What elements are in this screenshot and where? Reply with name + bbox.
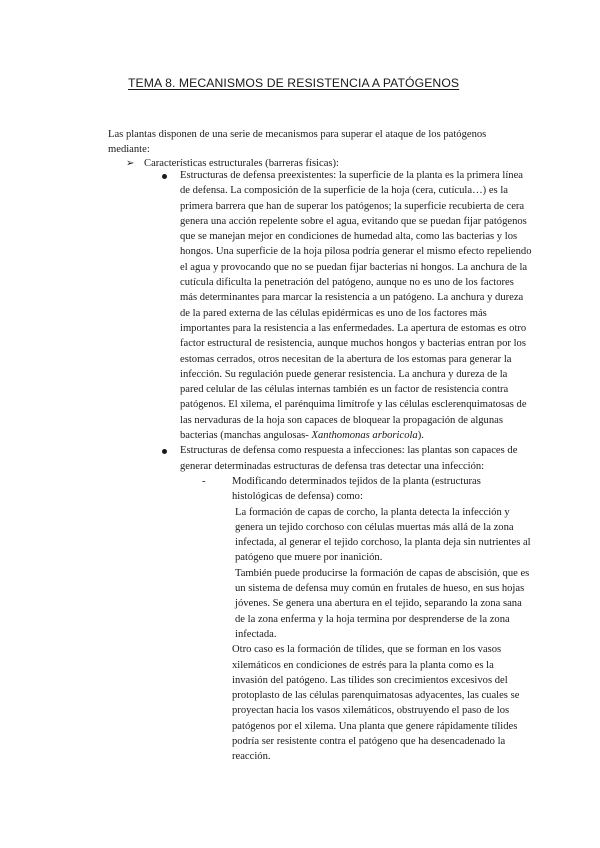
bullet-body: Estructuras de defensa preexistentes: la superficie de la planta es la primera línea de defensa. La composición de la superficie de la hoja (cera, cutícula…) es la primera barrera que han de superar los patógenos; la superficie recubierta de cera genera una acción repelente sobre el agua, evitando que se puedan fijar patógenos que se manejan mejor en condiciones de humedad alta, como las bacterias y los hongos. Una superficie de la hoja pilosa podría generar el mismo efecto repeliendo el agua y provocando que no se puedan fijar bacterias ni hongos. La anchura de la cutícula dificulta la penetración del patógeno, aunque no es uno de los factores más determinantes para marcar la resistencia a un patógeno. La anchura y dureza de la pared externa de las células epidérmicas es uno de los factores más importantes para la resistencia a las enfermedades. La apertura de estomas es otro factor estructural de resistencia, aunque muchos hongos y bacterias entran por los estomas cerrados, otros necesitan de la abertura de los estomas para generar la infección. Su regulación puede generar resistencia. La anchura y dureza de la pared celular de las células internas también es un factor de resistencia contra patógenos. El xilema, el parénquima limítrofe y las células esclerenquimatosas de las nervaduras de la hoja son capaces de bloquear la propagación de algunas bacterias (manchas angulosas-	[180, 170, 532, 442]
bullet-dot-icon	[162, 449, 167, 454]
bullet-list	[160, 168, 532, 765]
bullet-text	[180, 443, 532, 474]
list-item	[160, 443, 532, 764]
dash-heading: Modificando determinados tejidos de la planta (estructuras histológicas de defensa) como:	[232, 475, 481, 503]
intro-paragraph: Las plantas disponen de una serie de mecanismos para superar el ataque de los patógenos mediante:	[108, 129, 487, 156]
paragraph-cork: La formación de capas de corcho, la planta detecta la infección y genera un tejido corchoso con células muertas más allá de la zona infectada, al generar el tejido corchoso, la planta deja sin nutrientes al patógeno que muere por inanición.	[235, 506, 531, 564]
bullet-tail: ).	[417, 430, 424, 442]
section-label: Características estructurales (barreras físicas):	[144, 158, 340, 169]
arrow-bullet-icon: ➢	[126, 158, 135, 169]
bullet-dot-icon	[162, 174, 167, 179]
list-item	[160, 168, 532, 443]
list-item	[200, 474, 532, 765]
bullet-body: Estructuras de defensa como respuesta a infecciones: las plantas son capaces de generar determinadas estructuras de defensa tras detectar una infección:	[180, 445, 518, 472]
dash-list	[200, 474, 532, 765]
page-title: TEMA 8. MECANISMOS DE RESISTENCIA A PATÓGENOS	[128, 76, 460, 90]
species-name: Xanthomonas arboricola	[311, 430, 418, 442]
dash-marker: -	[202, 475, 206, 487]
paragraph-abscission: También puede producirse la formación de capas de abscisión, que es un sistema de defensa muy común en frutales de hueso, en sus hojas jóvenes. Se genera una abertura en el tejido, separando la zona sana de la zona enferma y la hoja termina por desprenderse de la zona infectada.	[235, 567, 530, 640]
bullet-text	[180, 168, 532, 443]
paragraph-tyloses: Otro caso es la formación de tílides, que se forman en los vasos xilemáticos en condiciones de estrés para la planta como es la invasión del patógeno. Las tílides son crecimientos excesivos del protoplasto de las células parenquimatosas adyacentes, las cuales se proyectan hacia los vasos xilemáticos, obstruyendo el paso de los patógenos por el xilema. Una planta que genere rápidamente tílides podría ser resistente contra el patógeno que ha desencadenado la reacción.	[232, 644, 520, 763]
